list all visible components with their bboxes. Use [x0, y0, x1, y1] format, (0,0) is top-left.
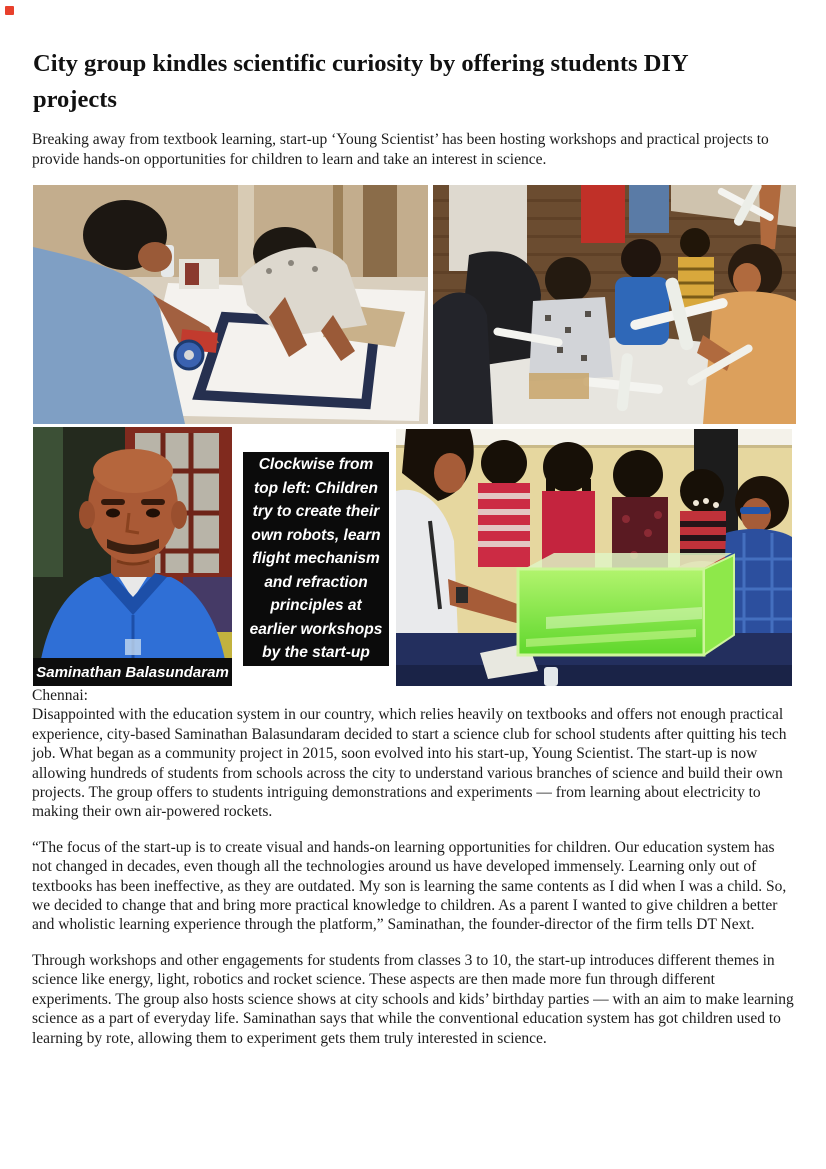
photo-robot-workshop [33, 185, 428, 424]
photo-flight-workshop [433, 185, 796, 424]
founder-portrait-illustration [33, 427, 232, 686]
dateline: Chennai: [32, 687, 88, 704]
paragraph-2: “The focus of the start-up is to create visual and hands-on learning opportunities for children. Our education system has not changed in decades, even though all the technologies around us have developed immensely. Learning only out of textbooks has been ineffective, as they are outdated. My son is learning the same contents as I did when I was a child. So, we decided to change that and bring more practical knowledge to children. As a parent I wanted to give children a better and wholistic learning experience through the platform,” Saminathan, the founder-director of the firm tells DT Next. [32, 838, 787, 934]
flight-workshop-illustration [433, 185, 796, 424]
article-headline: City group kindles scientific curiosity by offering students DIY projects [33, 50, 688, 113]
collage-caption-box [243, 452, 389, 666]
article-standfirst: Breaking away from textbook learning, start-up ‘Young Scientist’ has been hosting workshops and practical projects to provide hands-on opportunities for children to learn and take an interest in science. [32, 131, 769, 168]
paragraph-3: Through workshops and other engagements for students from classes 3 to 10, the start-up introduces different themes in science like energy, light, robotics and rocket science. These aspects are then made more fun through different experiments. The group also hosts science shows at city schools and kids’ birthday parties — with an aim to make learning science as a part of everyday life. Saminathan says that while the conventional education system has got children used to learning by rote, allowing them to experiment gets them truly interested in science. [32, 951, 794, 1047]
article-body [32, 686, 795, 1048]
collage-caption-text: Clockwise from top left: Children try to create their own robots, learn flight mechanism and refraction principles at earlier workshops by the start-up [249, 456, 383, 662]
photo-founder-portrait [33, 427, 232, 686]
photo-refraction-demo [396, 429, 792, 686]
robot-workshop-illustration [33, 185, 428, 424]
refraction-demo-illustration [396, 429, 792, 686]
paragraph-1: Disappointed with the education system in our country, which relies heavily on textbooks and offers not enough practical experience, city-based Saminathan Balasundaram decided to start a science club for school students after quitting his tech job. What began as a community project in 2015, soon evolved into his start-up, Young Scientist. The start-up is now allowing hundreds of students from schools across the city to understand various branches of science and build their own projects. The group offers to students intriguing demonstrations and experiments — from learning about electricity to making their own air-powered rockets. [32, 706, 787, 821]
portrait-caption: Saminathan Balasundaram [33, 658, 232, 686]
